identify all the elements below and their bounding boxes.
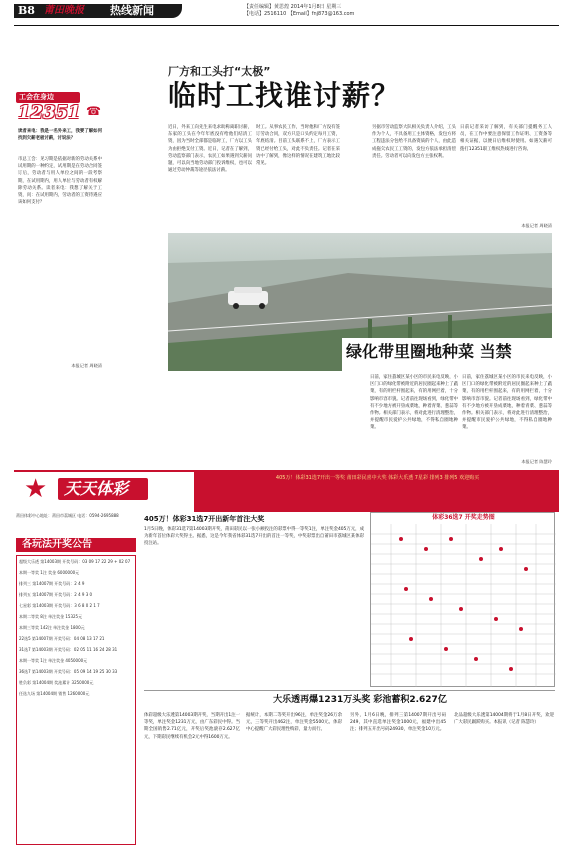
article-col-3: 时工。从事农民工作，当时他和厂方没有签订劳动合同，双方只是口头约定每月工资，年底结清。目前工头联系不上，厂方表示工资已经付给工头，对此不负责任。记者在采访中了解到，像这样的情况在建筑工地比较常见。	[256, 125, 340, 167]
page-number: B8	[18, 4, 35, 17]
photo-article-col-2: 日前，家住荔城区某小区的市民来电反映，小区门口的绿化带被附近的居民圈起来种上了蔬菜，有的用栏杆围起来，有的用网拦着，十分影响市容市貌。记者前往现场看到，绿化带中有不少地方被开垦成菜地，种着青菜、葱蒜等作物。相关部门表示，将对此进行清理整治，并提醒市民爱护公共绿地，不得私自圈地种菜。	[462, 375, 552, 431]
reader-question: 读者来电：我是一名外来工，我要了解如何找到欠薪老板讨薪，讨说法？	[18, 129, 102, 142]
draw-line: 36选7 第14003期 开奖号码：05 09 14 19 25 30 33	[19, 669, 118, 674]
masthead-page-number	[14, 4, 182, 18]
lottery-header	[14, 472, 559, 512]
lottery-article-405: 1月5日晚，体彩31选7第14003期开奖，莆田彩民以一张小额投注的彩票中得一等奖1注，单注奖金405万元，成为新年首位体彩大奖得主。据悉，这是今年我省体彩31选7开出的首注一等奖，中奖彩票出自莆田市荔城区某体彩投注站。	[144, 527, 364, 547]
photo-byline: 本报记者 陈慧玲	[521, 459, 552, 464]
draw-line: 七星彩 第14003期 开奖号码：3 6 8 0 2 1 7	[19, 603, 100, 608]
hotline-number: 12351	[18, 102, 81, 123]
hotline-badge	[16, 92, 104, 126]
trend-chart-title: 体彩36选7 开奖走势图	[432, 514, 495, 521]
article-col-1: 市总工会：见习期是依据对新的劳动关系中试用期的一种约定，试用期是在劳动合同签订后，劳动者与用人单位之间的一段考察期，在试用期内，用人单位与劳动者有权解除劳动关系。读者来电：我想了解关于工资，问：在试用期内，劳动者的工资待遇应该如何支付？	[18, 157, 102, 206]
draw-line: 超级大乐透 第14003期 开奖号码：03 09 17 22 29 + 02 07	[19, 559, 131, 564]
announce-title: 各玩法开奖公告	[22, 539, 92, 550]
draw-line: 31选7 第14003期 开奖号码：02 05 11 16 24 28 31	[19, 647, 118, 652]
article-col-5: 日前记者采访了解到，有关部门提醒务工人员，在工作中要注意保留工作证明、工资条等相关证据，以便日后维权时使用。如遇欠薪可拨打12351职工维权热线进行咨询。	[460, 125, 552, 152]
paper-name: 莆田晚报	[44, 5, 84, 16]
draw-line: 任选九场 第14004期 销售 1260000元	[19, 691, 90, 696]
lottery-bottom-rule	[144, 690, 555, 691]
lottery-headline-bottom: 大乐透再爆1231万头奖 彩池蓄积2.627亿	[273, 695, 447, 705]
trend-chart-grid	[371, 524, 556, 687]
section-title: 热线新闻	[110, 4, 154, 17]
draw-line: 排列三 第14007期 开奖号码：2 4 9	[19, 581, 85, 586]
draw-line: 本期一等奖 1注 单注奖金 4050000元	[19, 658, 88, 663]
lottery-star-icon: ★	[24, 474, 48, 504]
editor-info: 【责任编辑】黄思煌 2014年1月8日 星期三	[244, 4, 342, 10]
photo-headline: 绿化带里圈地种菜 当禁	[346, 342, 512, 361]
byline-left: 本报记者 周晓清	[71, 363, 102, 368]
article-col-4: 另据市劳动监察大队相关负责人介绍，工头作为个人，不具备用工主体资格，发包方将工程违法分包给不具备资质的个人，由此造成拖欠农民工工资的，发包方依法承担清偿责任。劳动者可以向发包方主张权利。	[372, 125, 456, 159]
hotline-phone-icon: ☎	[86, 104, 101, 118]
article-kicker: 厂方和工头打“太极”	[168, 65, 271, 78]
draw-line: 本期二等奖 8注 单注奖金 15325元	[19, 614, 83, 619]
lottery-logo-text: 天天体彩	[64, 479, 129, 498]
lottery-bottom-col-2: 据统计，本期二等奖开出96注，单注奖金26万余元，三等奖开出462注，单注奖金5500元。体彩中心提醒广大彩民理性购彩，量力而行。	[246, 713, 342, 733]
lottery-station-info: 莆田体彩中心地址：莆田市荔城区 电话：0594-2695888	[16, 513, 119, 518]
draw-results-list	[16, 555, 136, 845]
hotline-badge-label: 工会在身边	[19, 93, 54, 101]
article-headline: 临时工找谁讨薪？	[168, 79, 401, 112]
photo-article-col-1: 日前，家住荔城区某小区的市民来电反映，小区门口的绿化带被附近的居民圈起来种上了蔬菜，有的用栏杆围起来，有的用网拦着，十分影响市容市貌。记者前往现场看到，绿化带中有不少地方被开垦成菜地，种着青菜、葱蒜等作物。相关部门表示，将对此进行清理整治，并提醒市民爱护公共绿地，不得私自圈地种菜。	[370, 375, 458, 431]
article-photo	[168, 233, 552, 371]
lottery-bottom-col-3: 另外，1月6日晚，排列三第14007期开出号码249，其中直选单注奖金1000元，福建中出45注；排列五开出号码24930，单注奖金10万元。	[350, 713, 446, 733]
draw-line: 22选5 第14007期 开奖号码：04 08 13 17 21	[19, 636, 105, 641]
draw-line: 排列五 第14007期 开奖号码：2 4 9 3 0	[19, 592, 93, 597]
masthead	[14, 4, 559, 32]
draw-line: 胜负彩 第14004期 奖池累计 3250000元	[19, 680, 94, 685]
draw-line: 本期三等奖 142注 单注奖金 1800元	[19, 625, 85, 630]
lottery-headline-405: 405万！体彩31选7开出新年首注大奖	[144, 515, 265, 523]
lottery-bottom-col-1: 体彩超级大乐透第14003期开奖，当期开出1注一等奖，单注奖金1231万元，由广东彩民中得。当期全国销售2.71亿元，开奖后奖池滚存2.627亿元，下期彩民继续有机会2元中得1600万元。	[144, 713, 240, 740]
lottery-bottom-col-4: 北品超级大乐透第14004期将于1月8日开奖，欢迎广大彩民踊跃购买。本报讯（记者 陈慧玲）	[454, 713, 554, 726]
byline-main: 本报记者 周晓清	[521, 223, 552, 228]
draw-line: 本期一等奖 1注 奖金 6000000元	[19, 570, 80, 575]
phone-info: 【电话】2516110 【Email】fnj873@163.com	[244, 11, 355, 17]
trend-chart	[370, 512, 555, 687]
masthead-rule	[14, 25, 559, 26]
article-col-2: 近日，外来工向先生来电求助称离职讨薪，东家的工头在今年年底没有给他们结清工资，因为当时全部都是临时工，厂方以工头为由拒绝支付工资。近日，记者在了解到，劳动监察部门表示，农民工如果遇到欠薪问题，可以向当地劳动部门投诉维权，也可以通过劳动仲裁等途径依法讨薪。	[168, 125, 252, 174]
lottery-ticker: 405万！体彩31选7开出一等奖 莆田彩民喜中大奖 体彩大乐透 7星彩 排列3 排列5 欢迎购买	[275, 475, 480, 481]
